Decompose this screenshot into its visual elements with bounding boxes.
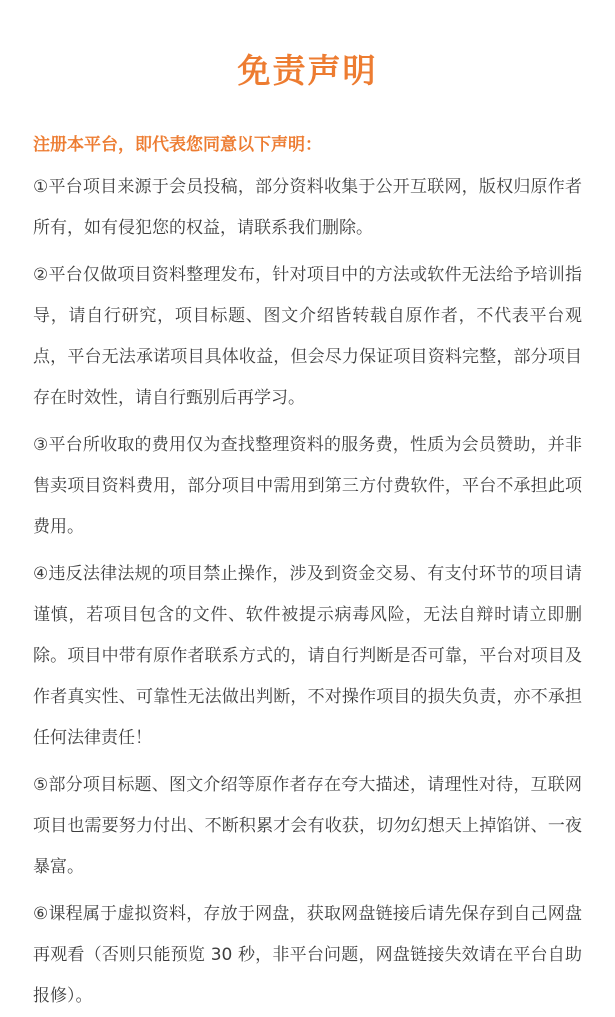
disclaimer-paragraph-3: ③平台所收取的费用仅为查找整理资料的服务费，性质为会员赞助，并非售卖项目资料费用，部分项目中需用到第三方付费软件，平台不承担此项费用。 — [33, 435, 582, 538]
disclaimer-intro: 注册本平台，即代表您同意以下声明： — [33, 134, 322, 155]
disclaimer-paragraph-4: ④违反法律法规的项目禁止操作，涉及到资金交易、有支付环节的项目请谨慎，若项目包含的文件、软件被提示病毒风险，无法自辩时请立即删除。项目中带有原作者联系方式的，请自行判断是否可靠，平台对项目及作者真实性、可靠性无法做出判断，不对操作项目的损失负责，亦不承担任何法律责任！ — [33, 564, 582, 749]
disclaimer-body — [33, 155, 582, 1017]
page-title: 免责声明 — [237, 51, 378, 90]
disclaimer-paragraph-6: ⑥课程属于虚拟资料，存放于网盘，获取网盘链接后请先保存到自己网盘再观看（否则只能预览 30 秒，非平台问题，网盘链接失效请在平台自助报修）。 — [33, 904, 582, 1007]
disclaimer-paragraph-5: ⑤部分项目标题、图文介绍等原作者存在夸大描述，请理性对待，互联网项目也需要努力付出、不断积累才会有收获，切勿幻想天上掉馅饼、一夜暴富。 — [33, 775, 582, 878]
disclaimer-paragraph-2: ②平台仅做项目资料整理发布，针对项目中的方法或软件无法给予培训指导，请自行研究，项目标题、图文介绍皆转载自原作者，不代表平台观点，平台无法承诺项目具体收益，但会尽力保证项目资料完整，部分项目存在时效性，请自行甄别后再学习。 — [33, 265, 582, 409]
disclaimer-paragraph-1: ①平台项目来源于会员投稿，部分资料收集于公开互联网，版权归原作者所有，如有侵犯您的权益，请联系我们删除。 — [33, 177, 582, 239]
